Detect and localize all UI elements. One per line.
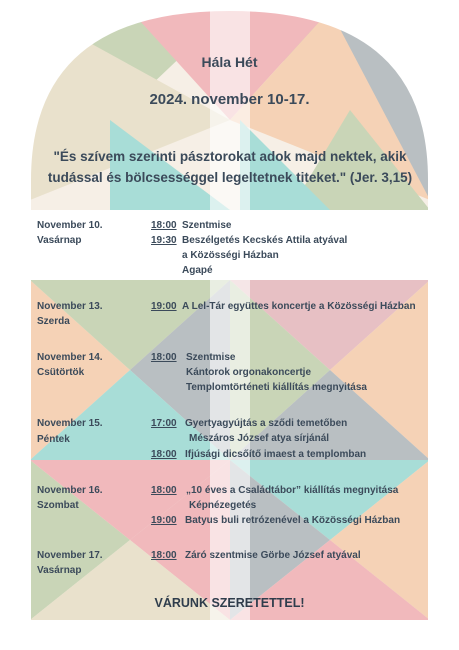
event-line: Záró szentmise Görbe József atyával [185,550,361,561]
event-dates: 2024. november 10-17. [149,91,310,108]
event-line: Szentmise [182,220,232,231]
event-line: Beszélgetés Kecskés Attila atyával [182,235,348,246]
event-time: 19:00 [151,301,177,312]
event-line: A Lel-Tár együttes koncertje a Közösségi Házban [182,301,416,312]
event-line: Batyus buli retrózenével a Közösségi Házban [185,515,401,526]
day-date: November 16. [37,485,103,496]
event-time: 19:30 [151,235,177,246]
event-time: 18:00 [151,449,177,460]
event-time: 18:00 [151,220,177,231]
event-title: Hála Hét [201,54,258,70]
event-line: „10 éves a Családtábor” kiállítás megnyitása [186,485,399,496]
event-line: Mészáros József atya sírjánál [189,433,330,444]
day-weekday: Szerda [37,316,70,327]
event-line: a Közösségi Házban [182,250,279,261]
bible-quote: "És szívem szerinti pásztorokat adok majd nektek, akik tudással és bölcsességgel legeltetnek titeket." (Jer. 3,15) [47,149,413,185]
day-date: November 15. [37,418,103,429]
event-line: Ifjúsági dicsőítő imaest a templomban [185,449,367,460]
event-time: 17:00 [151,418,177,429]
day-weekday: Szombat [37,500,79,511]
event-line: Szentmise [186,352,236,363]
event-time: 18:00 [151,485,177,496]
event-line: Agapé [182,265,213,276]
day-weekday: Vasárnap [37,565,82,576]
day-date: November 10. [37,220,103,231]
event-line: Képnézegetés [189,500,257,511]
day-date: November 14. [37,352,103,363]
event-time: 19:00 [151,515,177,526]
day-weekday: Vasárnap [37,235,82,246]
event-line: Kántorok orgonakoncertje [186,367,312,378]
day-weekday: Csütörtök [37,367,85,378]
day-date: November 17. [37,550,103,561]
event-line: Templomtörténeti kiállítás megnyitása [186,382,367,393]
day-weekday: Péntek [37,434,70,445]
closing-invitation: VÁRUNK SZERETETTEL! [154,596,305,610]
event-time: 18:00 [151,352,177,363]
day-date: November 13. [37,301,103,312]
event-time: 18:00 [151,550,177,561]
event-line: Gyertyagyújtás a sződi temetőben [185,418,348,429]
